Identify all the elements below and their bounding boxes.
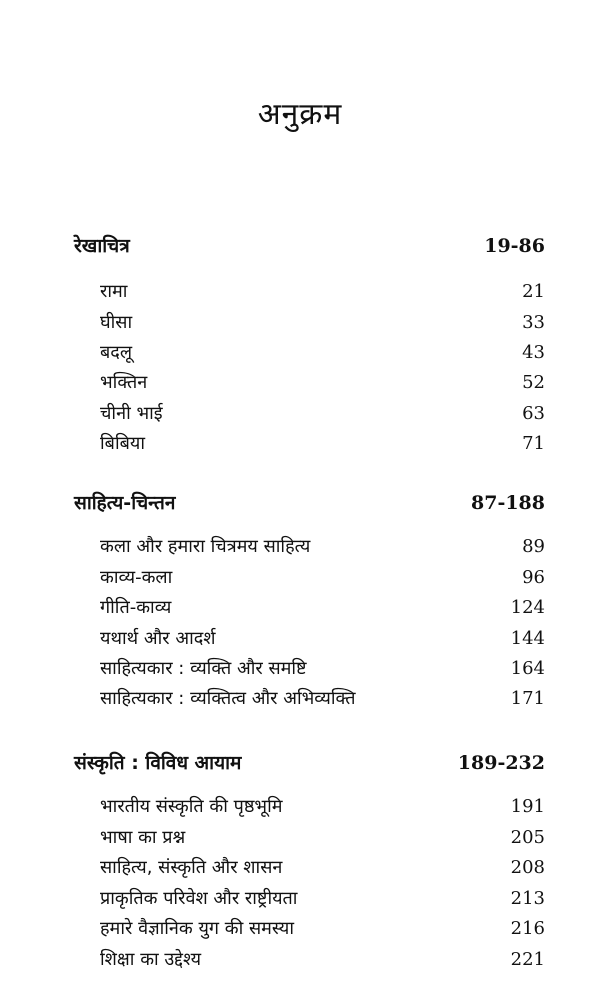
entry-page: 33 [522, 312, 545, 333]
toc-entry [100, 595, 545, 623]
toc-entry [100, 947, 545, 975]
toc-entry [100, 825, 545, 853]
entry-page: 171 [510, 688, 545, 709]
page-title: अनुक्रम [257, 97, 343, 132]
entry-page: 208 [510, 857, 545, 878]
toc-entry [100, 626, 545, 654]
entry-title: चीनी भाई [100, 403, 163, 424]
entry-page: 144 [510, 628, 545, 649]
entry-title: साहित्यकार : व्यक्तित्व और अभिव्यक्ति [100, 688, 356, 709]
toc-entry [100, 656, 545, 684]
entry-title: रामा [100, 281, 128, 302]
entry-title: हमारे वैज्ञानिक युग की समस्या [100, 918, 295, 939]
entry-title: यथार्थ और आदर्श [100, 628, 216, 649]
toc-entry [100, 340, 545, 368]
entry-title: भक्तिन [100, 372, 148, 393]
entry-title: घीसा [100, 312, 133, 333]
entry-title: भाषा का प्रश्न [100, 827, 186, 848]
entry-page: 89 [522, 536, 545, 557]
entry-title: बदलू [100, 342, 133, 363]
entry-page: 191 [510, 796, 545, 817]
entry-page: 63 [522, 403, 545, 424]
entry-page: 216 [510, 918, 545, 939]
toc-entry [100, 401, 545, 429]
entry-page: 52 [522, 372, 545, 393]
entry-title: प्राकृतिक परिवेश और राष्ट्रीयता [100, 888, 298, 909]
entry-title: साहित्य, संस्कृति और शासन [100, 857, 283, 878]
entry-page: 164 [510, 658, 545, 679]
toc-entry [100, 534, 545, 562]
section-heading [74, 232, 545, 260]
entry-title: कला और हमारा चित्रमय साहित्य [100, 536, 311, 557]
toc-entry [100, 916, 545, 944]
section-title: संस्कृति : विविध आयाम [74, 752, 242, 774]
toc-entry [100, 794, 545, 822]
section-page-range: 189-232 [457, 752, 545, 774]
entry-page: 124 [510, 597, 545, 618]
entry-title: काव्य-कला [100, 567, 173, 588]
toc-entry [100, 370, 545, 398]
entry-page: 221 [510, 949, 545, 970]
section-title: साहित्य-चिन्तन [74, 492, 176, 514]
entry-page: 43 [522, 342, 545, 363]
entry-page: 96 [522, 567, 545, 588]
section-page-range: 19-86 [484, 235, 545, 257]
entry-title: बिबिया [100, 433, 145, 454]
entry-title: गीति-काव्य [100, 597, 172, 618]
toc-entry [100, 310, 545, 338]
entry-page: 71 [522, 433, 545, 454]
toc-entry [100, 431, 545, 459]
toc-entry [100, 855, 545, 883]
section-heading [74, 749, 545, 777]
toc-entry [100, 886, 545, 914]
entry-title: भारतीय संस्कृति की पृष्ठभूमि [100, 796, 283, 817]
entry-page: 205 [510, 827, 545, 848]
entry-page: 21 [522, 281, 545, 302]
entry-title: साहित्यकार : व्यक्ति और समष्टि [100, 658, 307, 679]
toc-entry [100, 686, 545, 714]
toc-entry [100, 279, 545, 307]
entry-title: शिक्षा का उद्देश्य [100, 949, 202, 970]
toc-entry [100, 565, 545, 593]
section-page-range: 87-188 [471, 492, 545, 514]
section-title: रेखाचित्र [74, 235, 130, 257]
entry-page: 213 [510, 888, 545, 909]
section-heading [74, 489, 545, 517]
